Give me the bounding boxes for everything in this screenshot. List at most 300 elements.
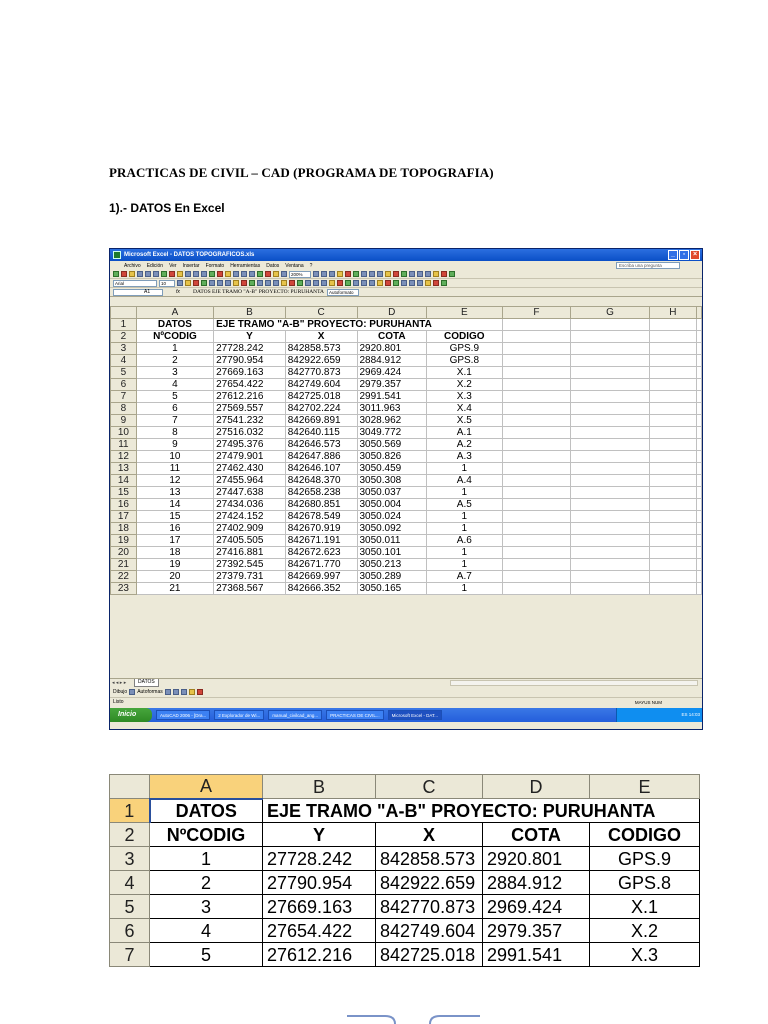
row-header[interactable]: 6 (110, 919, 150, 943)
toolbar-button-icon[interactable] (177, 271, 183, 277)
toolbar-button-icon[interactable] (137, 271, 143, 277)
cell-empty[interactable] (502, 355, 571, 367)
cell[interactable]: 3050.459 (357, 463, 427, 475)
cell[interactable]: 5 (150, 943, 263, 967)
cell-title-text[interactable]: EJE TRAMO "A-B" PROYECTO: PURUHANTA (214, 319, 502, 331)
taskbar-item[interactable]: manual_civilcad_ang... (268, 710, 322, 720)
cell[interactable]: 3 (136, 367, 213, 379)
row-header[interactable]: 4 (111, 355, 137, 367)
cell[interactable]: 3050.165 (357, 583, 427, 595)
cell-empty[interactable] (649, 331, 696, 343)
cell[interactable]: 3050.308 (357, 475, 427, 487)
cell[interactable]: 5 (136, 391, 213, 403)
cell[interactable]: 3028.962 (357, 415, 427, 427)
toolbar-button-icon[interactable] (217, 271, 223, 277)
toolbar-button-icon[interactable] (401, 271, 407, 277)
cell[interactable]: 27790.954 (214, 355, 286, 367)
row-header[interactable]: 3 (111, 343, 137, 355)
cell-empty[interactable] (502, 427, 571, 439)
cell-empty[interactable] (502, 499, 571, 511)
cell-empty[interactable] (649, 451, 696, 463)
cell[interactable]: 842672.623 (285, 547, 357, 559)
column-header-f[interactable]: F (502, 307, 571, 319)
toolbar-button-icon[interactable] (337, 280, 343, 286)
toolbar-button-icon[interactable] (121, 271, 127, 277)
font-name-select[interactable]: Arial (113, 280, 157, 287)
cell[interactable]: A.3 (427, 451, 502, 463)
toolbar-button-icon[interactable] (257, 280, 263, 286)
cell[interactable]: 27424.152 (214, 511, 286, 523)
toolbar-button-icon[interactable] (377, 271, 383, 277)
cell[interactable]: 842858.573 (376, 847, 483, 871)
toolbar-button-icon[interactable] (257, 271, 263, 277)
cell[interactable]: 14 (136, 499, 213, 511)
cell[interactable]: GPS.9 (427, 343, 502, 355)
cell-empty[interactable] (571, 475, 650, 487)
zoom-select[interactable]: 200% (289, 271, 311, 278)
cell[interactable]: 27405.505 (214, 535, 286, 547)
cell-empty[interactable] (502, 487, 571, 499)
toolbar-button-icon[interactable] (217, 280, 223, 286)
toolbar-button-icon[interactable] (241, 271, 247, 277)
toolbar-button-icon[interactable] (201, 280, 207, 286)
toolbar-button-icon[interactable] (401, 280, 407, 286)
cell-empty[interactable] (571, 403, 650, 415)
corner-cell[interactable] (111, 307, 137, 319)
cell[interactable]: 3050.024 (357, 511, 427, 523)
cell[interactable]: A.6 (427, 535, 502, 547)
cell[interactable]: GPS.9 (590, 847, 700, 871)
cell-empty[interactable] (649, 559, 696, 571)
cell[interactable]: 10 (136, 451, 213, 463)
cell-empty[interactable] (502, 523, 571, 535)
menu-item-1[interactable]: Edición (146, 262, 164, 269)
cell[interactable]: 3049.772 (357, 427, 427, 439)
row-header[interactable]: 4 (110, 871, 150, 895)
cell-empty[interactable] (649, 583, 696, 595)
cell[interactable]: 16 (136, 523, 213, 535)
cell[interactable]: 842858.573 (285, 343, 357, 355)
toolbar-button-icon[interactable] (273, 280, 279, 286)
cell[interactable]: 1 (427, 511, 502, 523)
column-header-c[interactable]: C (285, 307, 357, 319)
cell[interactable]: 2979.357 (357, 379, 427, 391)
cell[interactable]: 842671.770 (285, 559, 357, 571)
cell-empty[interactable] (571, 379, 650, 391)
cell[interactable]: A.2 (427, 439, 502, 451)
toolbar-button-icon[interactable] (369, 280, 375, 286)
cell[interactable]: 27516.032 (214, 427, 286, 439)
column-header-d[interactable]: D (483, 775, 590, 799)
cell-empty[interactable] (571, 355, 650, 367)
row-header[interactable]: 8 (111, 403, 137, 415)
cell[interactable]: 3050.826 (357, 451, 427, 463)
cell-empty[interactable] (571, 439, 650, 451)
cell-a1[interactable]: DATOS (136, 319, 213, 331)
cell[interactable]: 8 (136, 427, 213, 439)
cell-empty[interactable] (502, 463, 571, 475)
cell-empty[interactable] (502, 343, 571, 355)
toolbar-button-icon[interactable] (233, 280, 239, 286)
cell-empty[interactable] (502, 331, 571, 343)
formula-input[interactable]: DATOS EJE TRAMO "A-B" PROYECTO: PURUHANTA (193, 289, 325, 295)
cell[interactable]: 842669.997 (285, 571, 357, 583)
cell[interactable]: 27612.216 (263, 943, 376, 967)
cell[interactable]: 27379.731 (214, 571, 286, 583)
toolbar-button-icon[interactable] (361, 280, 367, 286)
cell[interactable]: 842770.873 (285, 367, 357, 379)
cell[interactable]: 27402.909 (214, 523, 286, 535)
toolbar-button-icon[interactable] (145, 271, 151, 277)
maximize-icon[interactable]: ▫ (679, 250, 689, 260)
toolbar-button-icon[interactable] (241, 280, 247, 286)
cell[interactable]: 17 (136, 535, 213, 547)
cell[interactable]: X.5 (427, 415, 502, 427)
cell[interactable]: 3050.037 (357, 487, 427, 499)
toolbar-button-icon[interactable] (201, 271, 207, 277)
cell[interactable]: 842669.891 (285, 415, 357, 427)
toolbar-button-icon[interactable] (393, 280, 399, 286)
cell[interactable]: 27368.567 (214, 583, 286, 595)
start-button[interactable]: Inicio (110, 708, 152, 722)
cell[interactable]: 842658.238 (285, 487, 357, 499)
toolbar-button-icon[interactable] (169, 271, 175, 277)
toolbar-button-icon[interactable] (321, 280, 327, 286)
cell[interactable]: 842666.352 (285, 583, 357, 595)
cell[interactable]: 27447.638 (214, 487, 286, 499)
cell-empty[interactable] (502, 403, 571, 415)
cell[interactable]: 4 (136, 379, 213, 391)
cell[interactable]: X.3 (427, 391, 502, 403)
cell[interactable]: 3050.004 (357, 499, 427, 511)
column-header-e[interactable]: E (590, 775, 700, 799)
toolbar-button-icon[interactable] (425, 280, 431, 286)
toolbar-button-icon[interactable] (393, 271, 399, 277)
cell[interactable]: 3050.289 (357, 571, 427, 583)
cell[interactable]: 3 (150, 895, 263, 919)
row-header[interactable]: 5 (111, 367, 137, 379)
toolbar-button-icon[interactable] (409, 280, 415, 286)
cell[interactable]: X.1 (427, 367, 502, 379)
row-header[interactable]: 2 (110, 823, 150, 847)
cell[interactable]: 3050.569 (357, 439, 427, 451)
cell-header[interactable]: COTA (483, 823, 590, 847)
toolbar-button-icon[interactable] (313, 271, 319, 277)
toolbar-button-icon[interactable] (265, 280, 271, 286)
toolbar-button-icon[interactable] (433, 271, 439, 277)
taskbar-item[interactable]: 2 Explorador de Wi... (214, 710, 264, 720)
close-icon[interactable]: × (690, 250, 700, 260)
cell[interactable]: 21 (136, 583, 213, 595)
row-header[interactable]: 1 (111, 319, 137, 331)
cell[interactable]: A.4 (427, 475, 502, 487)
cell[interactable]: 27669.163 (214, 367, 286, 379)
cell[interactable]: 842749.604 (285, 379, 357, 391)
toolbar-button-icon[interactable] (345, 280, 351, 286)
cell-empty[interactable] (649, 475, 696, 487)
cell-empty[interactable] (502, 379, 571, 391)
cell-empty[interactable] (502, 451, 571, 463)
cell-empty[interactable] (502, 367, 571, 379)
toolbar-button-icon[interactable] (281, 280, 287, 286)
menu-item-5[interactable]: Herramientas (230, 262, 261, 269)
draw-menu[interactable]: Dibujo (113, 689, 128, 695)
menu-item-4[interactable]: Formato (205, 262, 225, 269)
toolbar-button-icon[interactable] (113, 271, 119, 277)
toolbar-button-icon[interactable] (441, 271, 447, 277)
column-header-c[interactable]: C (376, 775, 483, 799)
cell[interactable]: 27541.232 (214, 415, 286, 427)
cell[interactable]: 7 (136, 415, 213, 427)
cell[interactable]: 6 (136, 403, 213, 415)
cell[interactable]: 2 (150, 871, 263, 895)
cell[interactable]: 27434.036 (214, 499, 286, 511)
toolbar-button-icon[interactable] (313, 280, 319, 286)
fx-icon[interactable]: fx (176, 289, 180, 295)
cell-empty[interactable] (571, 331, 650, 343)
rectangle-icon[interactable] (181, 689, 187, 695)
toolbar-button-icon[interactable] (329, 280, 335, 286)
cell[interactable]: 27479.901 (214, 451, 286, 463)
toolbar-button-icon[interactable] (449, 271, 455, 277)
column-header-b[interactable]: B (214, 307, 286, 319)
name-box[interactable]: A1 (113, 289, 163, 296)
toolbar-button-icon[interactable] (321, 271, 327, 277)
horizontal-scrollbar[interactable] (450, 680, 698, 686)
row-header[interactable]: 13 (111, 463, 137, 475)
toolbar-button-icon[interactable] (209, 271, 215, 277)
column-header-d[interactable]: D (357, 307, 427, 319)
toolbar-button-icon[interactable] (353, 280, 359, 286)
cell-empty[interactable] (502, 319, 571, 331)
cell-empty[interactable] (502, 439, 571, 451)
help-question-box[interactable]: Escriba una pregunta (616, 262, 680, 269)
cell-empty[interactable] (502, 535, 571, 547)
cell-empty[interactable] (502, 511, 571, 523)
row-header[interactable]: 6 (111, 379, 137, 391)
cell[interactable]: 4 (150, 919, 263, 943)
cell-empty[interactable] (649, 427, 696, 439)
cell[interactable]: 27455.964 (214, 475, 286, 487)
cell[interactable]: 1 (136, 343, 213, 355)
toolbar-button-icon[interactable] (361, 271, 367, 277)
cell[interactable]: 3050.213 (357, 559, 427, 571)
cell[interactable]: X.2 (590, 919, 700, 943)
taskbar-item[interactable]: Microsoft Excel - DAT... (388, 710, 442, 720)
taskbar-item[interactable]: PRACTICAS DE CIVIL... (326, 710, 384, 720)
column-header-b[interactable]: B (263, 775, 376, 799)
cell[interactable]: 842678.549 (285, 511, 357, 523)
cell[interactable]: 20 (136, 571, 213, 583)
cell-header[interactable]: NºCODIG (150, 823, 263, 847)
toolbar-button-icon[interactable] (233, 271, 239, 277)
cell-empty[interactable] (649, 499, 696, 511)
toolbar-button-icon[interactable] (345, 271, 351, 277)
row-header[interactable]: 18 (111, 523, 137, 535)
cell[interactable]: A.7 (427, 571, 502, 583)
cell[interactable]: 2 (136, 355, 213, 367)
cell[interactable]: 842749.604 (376, 919, 483, 943)
toolbar-button-icon[interactable] (377, 280, 383, 286)
cell[interactable]: 27569.557 (214, 403, 286, 415)
cell-empty[interactable] (649, 571, 696, 583)
menu-item-6[interactable]: Datos (266, 262, 280, 269)
cell-header[interactable]: X (285, 331, 357, 343)
cell-empty[interactable] (571, 427, 650, 439)
cell-empty[interactable] (502, 475, 571, 487)
cell-empty[interactable] (649, 487, 696, 499)
cell[interactable]: 842670.919 (285, 523, 357, 535)
cell-empty[interactable] (649, 439, 696, 451)
cell-empty[interactable] (649, 355, 696, 367)
toolbar-button-icon[interactable] (409, 271, 415, 277)
cell[interactable]: 27669.163 (263, 895, 376, 919)
menu-item-3[interactable]: Insertar (182, 262, 200, 269)
arrow-icon[interactable] (173, 689, 179, 695)
cell-header[interactable]: Y (263, 823, 376, 847)
row-header[interactable]: 9 (111, 415, 137, 427)
cell-empty[interactable] (649, 379, 696, 391)
cell[interactable]: 27392.545 (214, 559, 286, 571)
cell-empty[interactable] (649, 403, 696, 415)
cell-empty[interactable] (571, 583, 650, 595)
toolbar-button-icon[interactable] (249, 271, 255, 277)
row-header[interactable]: 10 (111, 427, 137, 439)
toolbar-button-icon[interactable] (305, 280, 311, 286)
toolbar-button-icon[interactable] (385, 271, 391, 277)
cell[interactable]: 1 (427, 583, 502, 595)
cell-header[interactable]: Y (214, 331, 286, 343)
cell-header[interactable]: COTA (357, 331, 427, 343)
cell[interactable]: 842725.018 (285, 391, 357, 403)
cell[interactable]: 3050.092 (357, 523, 427, 535)
cell[interactable]: X.4 (427, 403, 502, 415)
minimize-icon[interactable]: _ (668, 250, 678, 260)
toolbar-button-icon[interactable] (297, 280, 303, 286)
cell[interactable]: 842647.886 (285, 451, 357, 463)
cell-empty[interactable] (571, 571, 650, 583)
cell-header[interactable]: CODIGO (427, 331, 502, 343)
row-header[interactable]: 23 (111, 583, 137, 595)
cell-empty[interactable] (571, 391, 650, 403)
cell[interactable]: 27728.242 (214, 343, 286, 355)
cell-empty[interactable] (571, 451, 650, 463)
cell[interactable]: 1 (427, 559, 502, 571)
cell[interactable]: 27462.430 (214, 463, 286, 475)
cell[interactable]: 27728.242 (263, 847, 376, 871)
cell-empty[interactable] (502, 583, 571, 595)
taskbar-item[interactable]: AutoCAD 2006 - [Dra... (156, 710, 210, 720)
column-header-a[interactable]: A (150, 775, 263, 799)
cell[interactable]: 13 (136, 487, 213, 499)
toolbar-button-icon[interactable] (353, 271, 359, 277)
line-icon[interactable] (165, 689, 171, 695)
cell[interactable]: 19 (136, 559, 213, 571)
toolbar-button-icon[interactable] (185, 280, 191, 286)
cell[interactable]: 2979.357 (483, 919, 590, 943)
toolbar-button-icon[interactable] (441, 280, 447, 286)
cell-empty[interactable] (649, 343, 696, 355)
cell[interactable]: GPS.8 (427, 355, 502, 367)
toolbar-button-icon[interactable] (185, 271, 191, 277)
row-header[interactable]: 11 (111, 439, 137, 451)
cell-empty[interactable] (502, 547, 571, 559)
toolbar-button-icon[interactable] (249, 280, 255, 286)
row-header[interactable]: 1 (110, 799, 150, 823)
cell[interactable]: X.2 (427, 379, 502, 391)
toolbar-button-icon[interactable] (425, 271, 431, 277)
column-header-e[interactable]: E (427, 307, 502, 319)
row-header[interactable]: 19 (111, 535, 137, 547)
cell-empty[interactable] (649, 547, 696, 559)
cell[interactable]: 2969.424 (357, 367, 427, 379)
font-color-icon[interactable] (197, 689, 203, 695)
cell-empty[interactable] (649, 535, 696, 547)
fill-color-icon[interactable] (189, 689, 195, 695)
cell[interactable]: 27654.422 (263, 919, 376, 943)
toolbar-button-icon[interactable] (433, 280, 439, 286)
menu-item-0[interactable]: Archivo (124, 262, 141, 269)
cell[interactable]: 12 (136, 475, 213, 487)
cell[interactable]: X.1 (590, 895, 700, 919)
cell-header[interactable]: X (376, 823, 483, 847)
menu-item-2[interactable]: Ver (169, 262, 177, 269)
cell[interactable]: 27790.954 (263, 871, 376, 895)
cell[interactable]: 27654.422 (214, 379, 286, 391)
toolbar-button-icon[interactable] (289, 280, 295, 286)
toolbar-button-icon[interactable] (225, 271, 231, 277)
cell-empty[interactable] (571, 535, 650, 547)
corner-cell[interactable] (110, 775, 150, 799)
cell-header[interactable]: CODIGO (590, 823, 700, 847)
cell[interactable]: 842646.107 (285, 463, 357, 475)
cell[interactable]: 1 (427, 547, 502, 559)
cell[interactable]: 9 (136, 439, 213, 451)
cell[interactable]: GPS.8 (590, 871, 700, 895)
row-header[interactable]: 22 (111, 571, 137, 583)
toolbar-button-icon[interactable] (177, 280, 183, 286)
toolbar-button-icon[interactable] (337, 271, 343, 277)
row-header[interactable]: 21 (111, 559, 137, 571)
row-header[interactable]: 7 (111, 391, 137, 403)
cell[interactable]: 2991.541 (357, 391, 427, 403)
row-header[interactable]: 7 (110, 943, 150, 967)
sheet-tab-datos[interactable]: DATOS (134, 679, 159, 687)
cell[interactable]: 2969.424 (483, 895, 590, 919)
toolbar-button-icon[interactable] (209, 280, 215, 286)
cell[interactable]: 27612.216 (214, 391, 286, 403)
cell[interactable]: 842922.659 (285, 355, 357, 367)
cell-empty[interactable] (571, 367, 650, 379)
cell[interactable]: 3050.011 (357, 535, 427, 547)
font-size-select[interactable]: 10 (159, 280, 175, 287)
cell[interactable]: 842702.224 (285, 403, 357, 415)
cell-empty[interactable] (649, 511, 696, 523)
cell-header[interactable]: NºCODIG (136, 331, 213, 343)
cell[interactable]: 2920.801 (357, 343, 427, 355)
cell[interactable]: A.5 (427, 499, 502, 511)
row-header[interactable]: 5 (110, 895, 150, 919)
cell[interactable]: 842770.873 (376, 895, 483, 919)
cell-empty[interactable] (649, 415, 696, 427)
cell[interactable]: 842725.018 (376, 943, 483, 967)
cell[interactable]: 11 (136, 463, 213, 475)
cell-empty[interactable] (649, 523, 696, 535)
cell[interactable]: 2991.541 (483, 943, 590, 967)
tab-nav-arrows-icon[interactable]: ◂ ◂ ▸ ▸ (112, 680, 127, 686)
pointer-icon[interactable] (129, 689, 135, 695)
toolbar-button-icon[interactable] (273, 271, 279, 277)
